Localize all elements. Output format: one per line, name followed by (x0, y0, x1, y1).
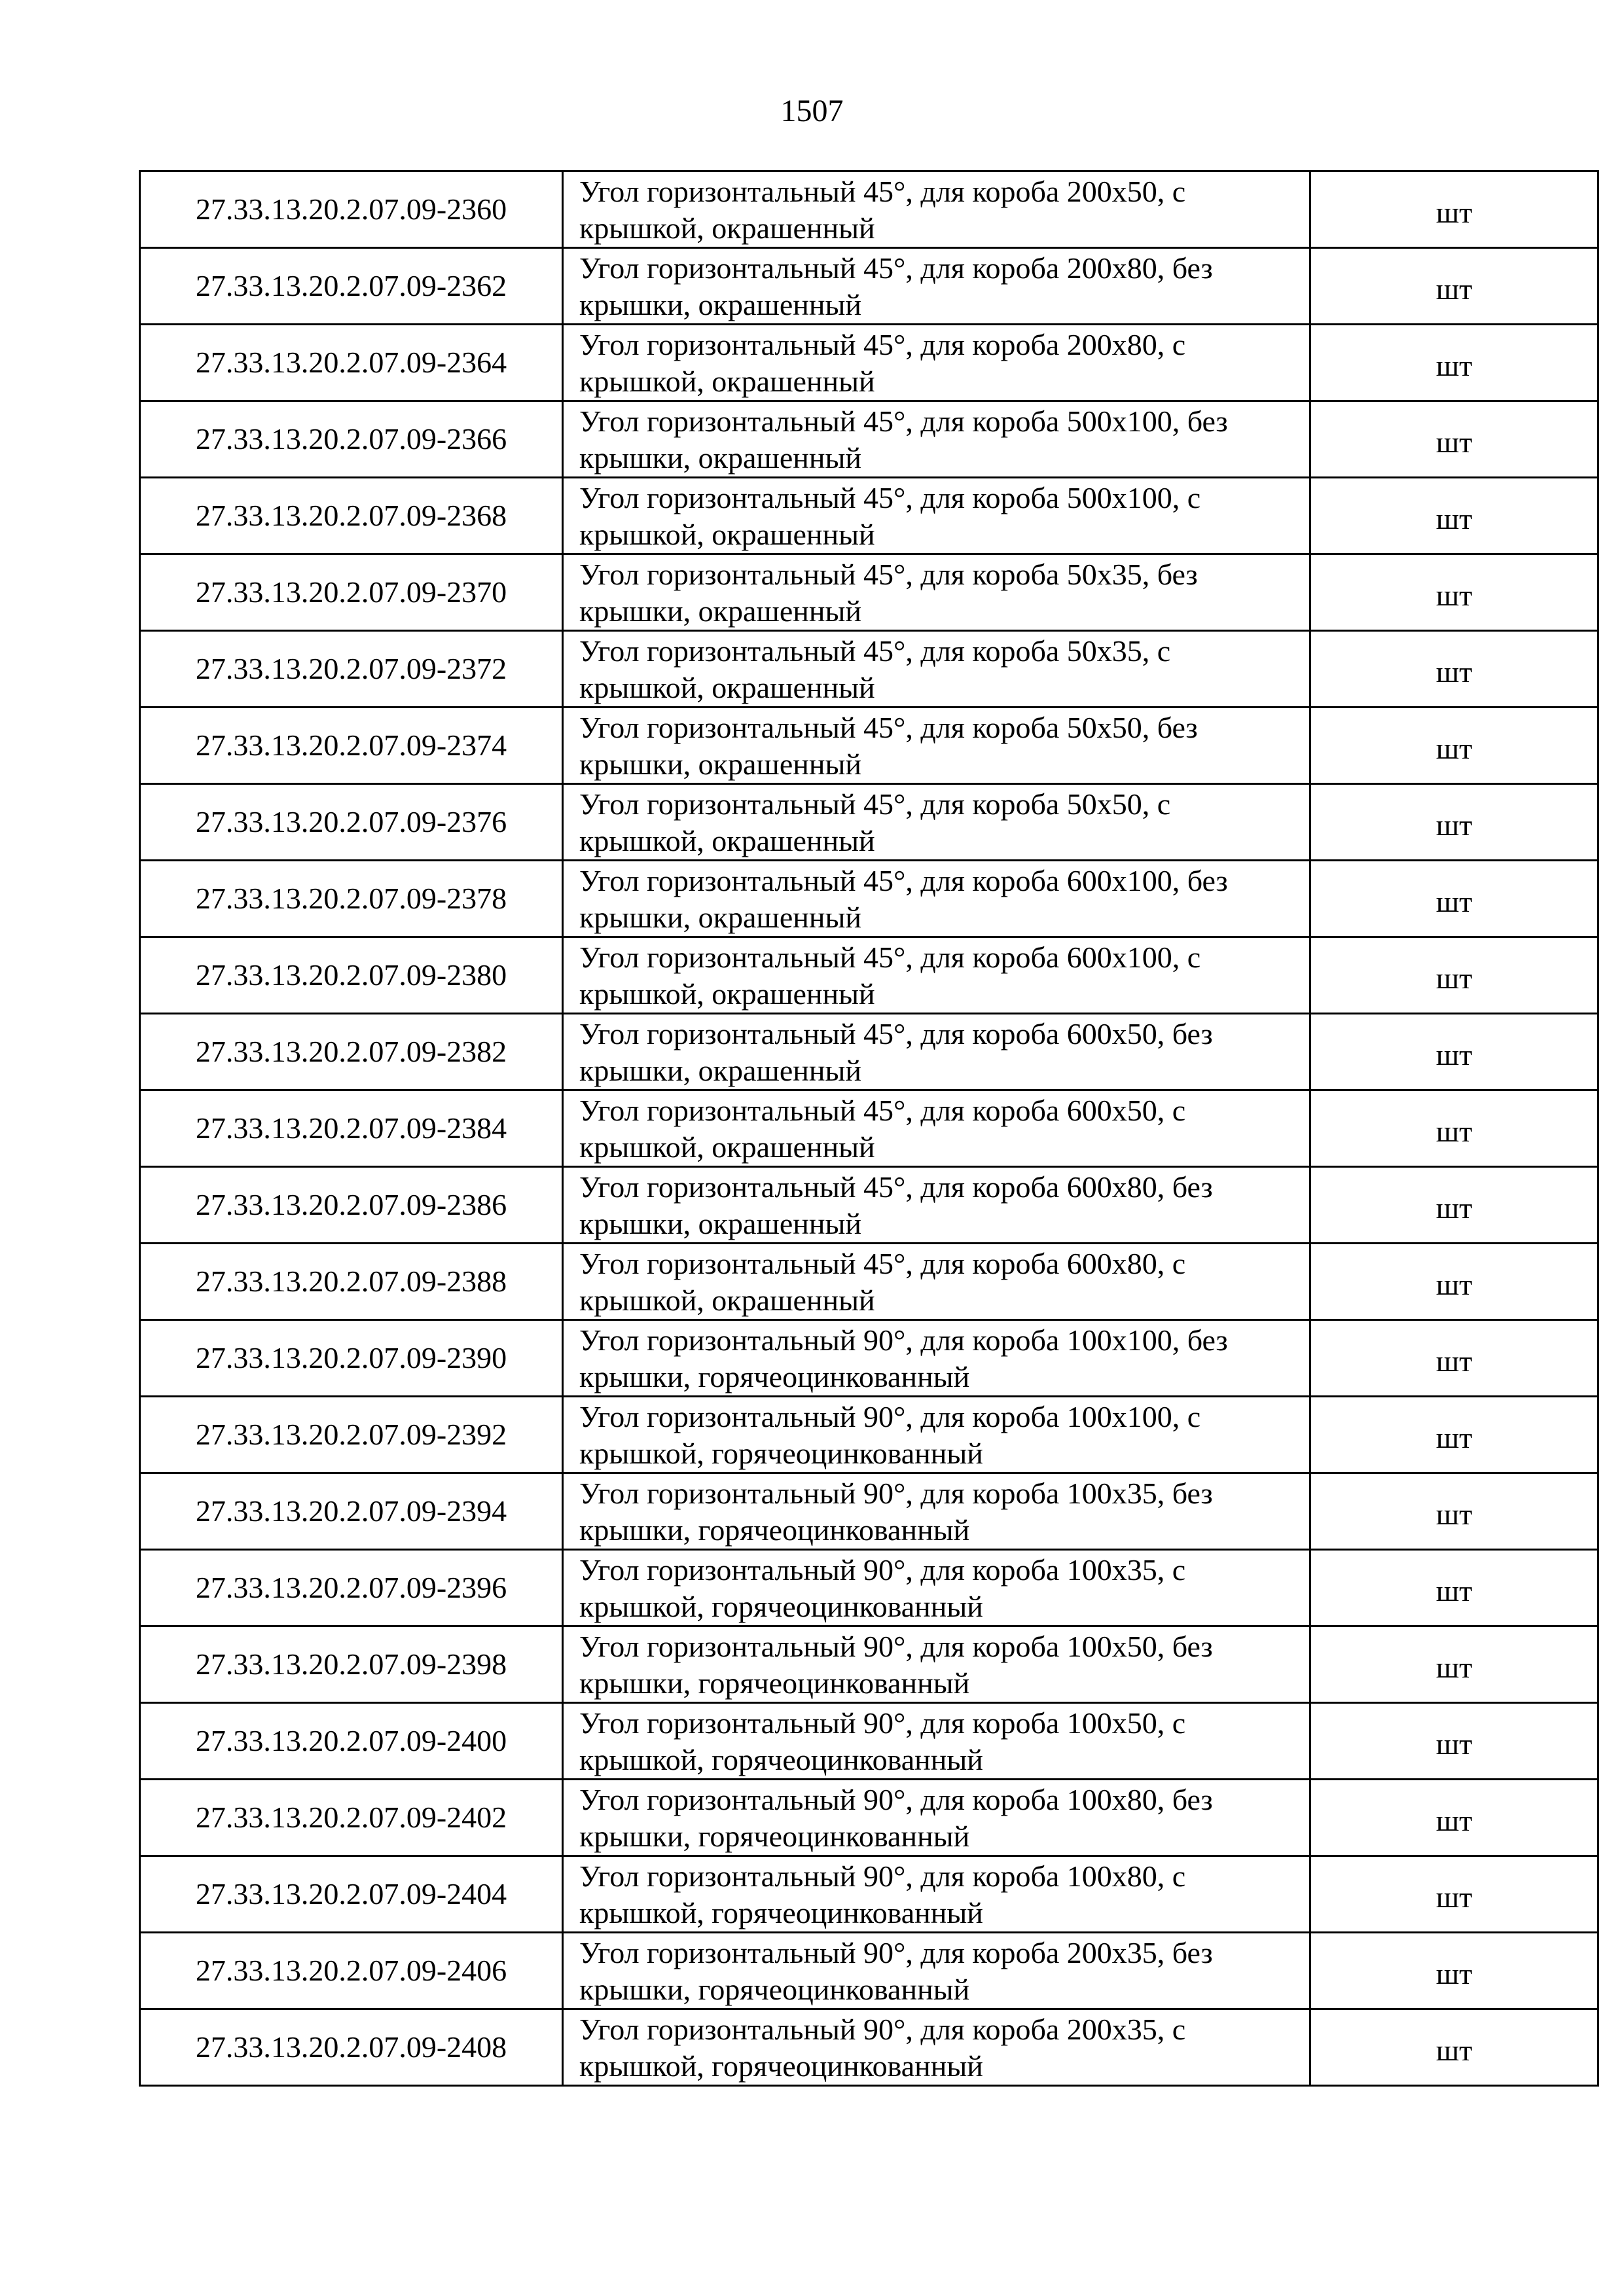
row-name: Угол горизонтальный 45°, для короба 600x80, без крышки, окрашенный (563, 1167, 1310, 1244)
row-code: 27.33.13.20.2.07.09-2372 (140, 631, 563, 708)
table-row (140, 1090, 1598, 1167)
row-name: Угол горизонтальный 45°, для короба 200x50, с крышкой, окрашенный (563, 171, 1310, 248)
table-row (140, 1626, 1598, 1703)
row-unit: шт (1310, 1933, 1598, 2009)
row-name: Угол горизонтальный 90°, для короба 100x35, без крышки, горячеоцинкованный (563, 1473, 1310, 1550)
row-name: Угол горизонтальный 45°, для короба 50x50, без крышки, окрашенный (563, 708, 1310, 784)
row-name: Угол горизонтальный 45°, для короба 50x35, с крышкой, окрашенный (563, 631, 1310, 708)
row-unit: шт (1310, 248, 1598, 325)
row-unit: шт (1310, 1780, 1598, 1856)
table-row (140, 708, 1598, 784)
row-unit: шт (1310, 937, 1598, 1014)
row-unit: шт (1310, 1090, 1598, 1167)
row-unit: шт (1310, 784, 1598, 861)
row-unit: шт (1310, 631, 1598, 708)
row-code: 27.33.13.20.2.07.09-2404 (140, 1856, 563, 1933)
row-code: 27.33.13.20.2.07.09-2402 (140, 1780, 563, 1856)
table-row (140, 248, 1598, 325)
table-row (140, 784, 1598, 861)
table-row (140, 478, 1598, 554)
row-code: 27.33.13.20.2.07.09-2386 (140, 1167, 563, 1244)
row-unit: шт (1310, 1167, 1598, 1244)
row-name: Угол горизонтальный 45°, для короба 200x80, без крышки, окрашенный (563, 248, 1310, 325)
row-name: Угол горизонтальный 45°, для короба 50x35, без крышки, окрашенный (563, 554, 1310, 631)
row-code: 27.33.13.20.2.07.09-2360 (140, 171, 563, 248)
row-name: Угол горизонтальный 45°, для короба 500x100, без крышки, окрашенный (563, 401, 1310, 478)
row-name: Угол горизонтальный 45°, для короба 600x100, с крышкой, окрашенный (563, 937, 1310, 1014)
row-unit: шт (1310, 1856, 1598, 1933)
table-row (140, 1167, 1598, 1244)
row-unit: шт (1310, 171, 1598, 248)
row-unit: шт (1310, 1397, 1598, 1473)
table-row (140, 2009, 1598, 2086)
row-unit: шт (1310, 2009, 1598, 2086)
row-code: 27.33.13.20.2.07.09-2384 (140, 1090, 563, 1167)
row-code: 27.33.13.20.2.07.09-2366 (140, 401, 563, 478)
table-row (140, 861, 1598, 937)
page-number: 1507 (780, 94, 844, 128)
row-name: Угол горизонтальный 90°, для короба 100x100, без крышки, горячеоцинкованный (563, 1320, 1310, 1397)
row-unit: шт (1310, 1626, 1598, 1703)
row-unit: шт (1310, 1473, 1598, 1550)
row-unit: шт (1310, 1014, 1598, 1090)
row-code: 27.33.13.20.2.07.09-2400 (140, 1703, 563, 1780)
table-row (140, 1550, 1598, 1626)
row-code: 27.33.13.20.2.07.09-2376 (140, 784, 563, 861)
row-code: 27.33.13.20.2.07.09-2382 (140, 1014, 563, 1090)
row-name: Угол горизонтальный 90°, для короба 100x50, с крышкой, горячеоцинкованный (563, 1703, 1310, 1780)
row-name: Угол горизонтальный 45°, для короба 600x50, без крышки, окрашенный (563, 1014, 1310, 1090)
row-name: Угол горизонтальный 90°, для короба 100x50, без крышки, горячеоцинкованный (563, 1626, 1310, 1703)
row-unit: шт (1310, 861, 1598, 937)
spec-table-body (140, 171, 1598, 2086)
row-code: 27.33.13.20.2.07.09-2368 (140, 478, 563, 554)
row-name: Угол горизонтальный 90°, для короба 100x80, без крышки, горячеоцинкованный (563, 1780, 1310, 1856)
row-unit: шт (1310, 1703, 1598, 1780)
row-code: 27.33.13.20.2.07.09-2398 (140, 1626, 563, 1703)
row-unit: шт (1310, 478, 1598, 554)
table-row (140, 1933, 1598, 2009)
row-name: Угол горизонтальный 90°, для короба 200x35, с крышкой, горячеоцинкованный (563, 2009, 1310, 2086)
row-unit: шт (1310, 1244, 1598, 1320)
spec-table (139, 170, 1599, 2087)
row-unit: шт (1310, 1550, 1598, 1626)
table-row (140, 1780, 1598, 1856)
row-unit: шт (1310, 554, 1598, 631)
table-row (140, 1397, 1598, 1473)
row-name: Угол горизонтальный 45°, для короба 200x80, с крышкой, окрашенный (563, 325, 1310, 401)
table-row (140, 937, 1598, 1014)
table-row (140, 1014, 1598, 1090)
row-name: Угол горизонтальный 45°, для короба 50x50, с крышкой, окрашенный (563, 784, 1310, 861)
row-code: 27.33.13.20.2.07.09-2364 (140, 325, 563, 401)
table-row (140, 1856, 1598, 1933)
row-code: 27.33.13.20.2.07.09-2374 (140, 708, 563, 784)
row-name: Угол горизонтальный 90°, для короба 100x100, с крышкой, горячеоцинкованный (563, 1397, 1310, 1473)
row-name: Угол горизонтальный 45°, для короба 500x100, с крышкой, окрашенный (563, 478, 1310, 554)
table-row (140, 171, 1598, 248)
row-code: 27.33.13.20.2.07.09-2390 (140, 1320, 563, 1397)
row-name: Угол горизонтальный 90°, для короба 100x80, с крышкой, горячеоцинкованный (563, 1856, 1310, 1933)
row-code: 27.33.13.20.2.07.09-2406 (140, 1933, 563, 2009)
row-unit: шт (1310, 708, 1598, 784)
table-row (140, 1320, 1598, 1397)
row-name: Угол горизонтальный 45°, для короба 600x50, с крышкой, окрашенный (563, 1090, 1310, 1167)
row-unit: шт (1310, 401, 1598, 478)
row-name: Угол горизонтальный 45°, для короба 600x80, с крышкой, окрашенный (563, 1244, 1310, 1320)
row-code: 27.33.13.20.2.07.09-2392 (140, 1397, 563, 1473)
row-code: 27.33.13.20.2.07.09-2380 (140, 937, 563, 1014)
row-code: 27.33.13.20.2.07.09-2408 (140, 2009, 563, 2086)
table-row (140, 401, 1598, 478)
row-name: Угол горизонтальный 90°, для короба 200x35, без крышки, горячеоцинкованный (563, 1933, 1310, 2009)
row-code: 27.33.13.20.2.07.09-2388 (140, 1244, 563, 1320)
row-unit: шт (1310, 325, 1598, 401)
row-code: 27.33.13.20.2.07.09-2378 (140, 861, 563, 937)
table-row (140, 554, 1598, 631)
row-unit: шт (1310, 1320, 1598, 1397)
table-row (140, 1244, 1598, 1320)
row-code: 27.33.13.20.2.07.09-2394 (140, 1473, 563, 1550)
table-row (140, 325, 1598, 401)
row-name: Угол горизонтальный 45°, для короба 600x100, без крышки, окрашенный (563, 861, 1310, 937)
row-code: 27.33.13.20.2.07.09-2362 (140, 248, 563, 325)
row-code: 27.33.13.20.2.07.09-2396 (140, 1550, 563, 1626)
row-name: Угол горизонтальный 90°, для короба 100x35, с крышкой, горячеоцинкованный (563, 1550, 1310, 1626)
table-row (140, 631, 1598, 708)
row-code: 27.33.13.20.2.07.09-2370 (140, 554, 563, 631)
table-row (140, 1473, 1598, 1550)
table-row (140, 1703, 1598, 1780)
